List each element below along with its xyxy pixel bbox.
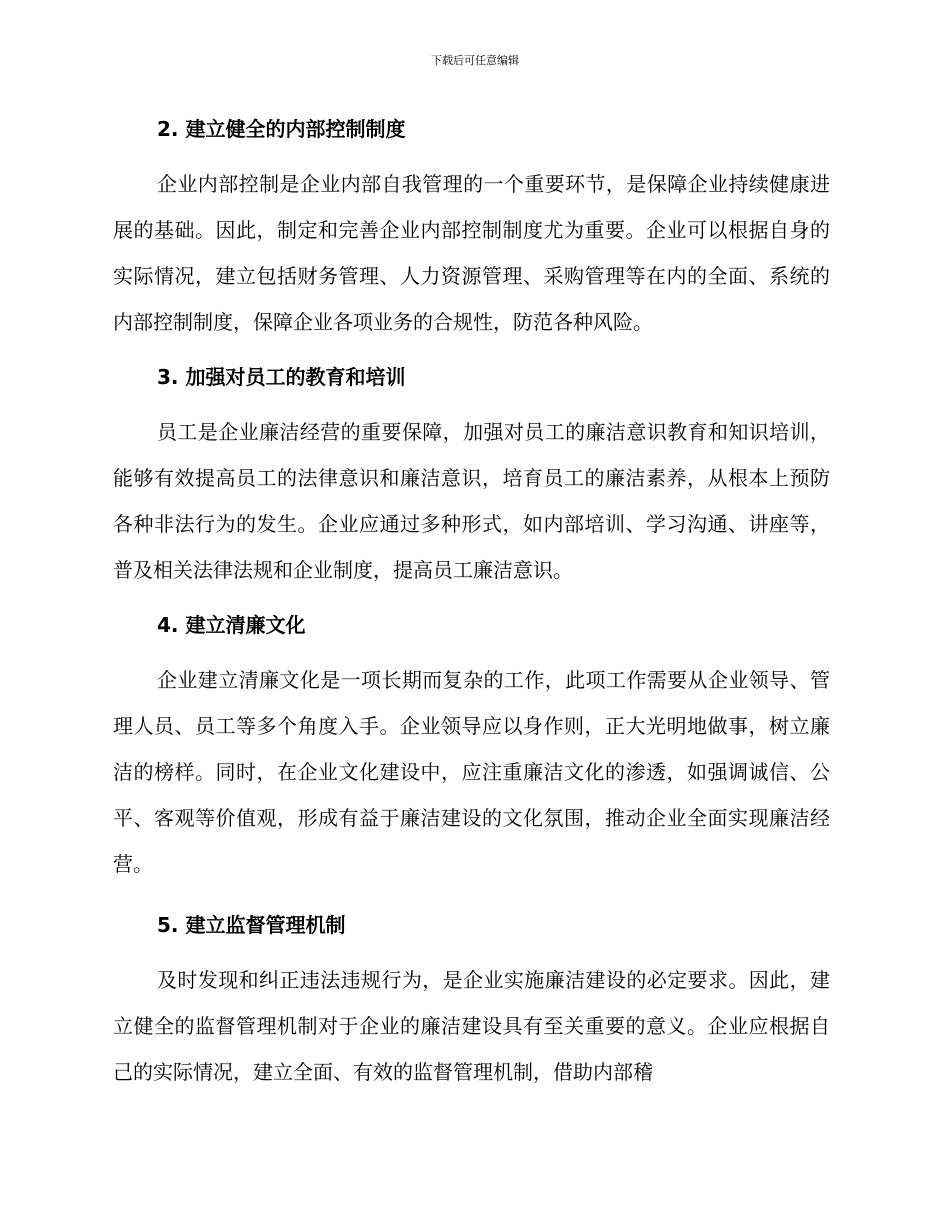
section-paragraph-3: 员工是企业廉洁经营的重要保障，加强对员工的廉洁意识教育和知识培训，能够有效提高员工的法律意识和廉洁意识，培育员工的廉洁素养，从根本上预防各种非法行为的发生。企业应通过多种形式，如内部培训、学习沟通、讲座等，普及相关法律法规和企业制度，提高员工廉洁意识。	[113, 420, 830, 582]
section-heading-2: 2. 建立健全的内部控制制度	[157, 117, 406, 141]
section-heading-5: 5. 建立监督管理机制	[157, 913, 346, 937]
section-heading-3: 3. 加强对员工的教育和培训	[157, 365, 406, 389]
section-paragraph-5: 及时发现和纠正违法违规行为，是企业实施廉洁建设的必定要求。因此，建立健全的监督管理机制对于企业的廉洁建设具有至关重要的意义。企业应根据自己的实际情况，建立全面、有效的监督管理机制，借助内部稽	[113, 968, 830, 1084]
section-heading-4: 4. 建立清廉文化	[157, 613, 306, 637]
section-paragraph-4: 企业建立清廉文化是一项长期而复杂的工作，此项工作需要从企业领导、管理人员、员工等多个角度入手。企业领导应以身作则，正大光明地做事，树立廉洁的榜样。同时，在企业文化建设中，应注重廉洁文化的渗透，如强调诚信、公平、客观等价值观，形成有益于廉洁建设的文化氛围，推动企业全面实现廉洁经营。	[113, 668, 830, 876]
page-header: 下载后可任意编辑	[431, 54, 519, 67]
document-body	[113, 111, 830, 1109]
section-paragraph-2: 企业内部控制是企业内部自我管理的一个重要环节，是保障企业持续健康进展的基础。因此，制定和完善企业内部控制制度尤为重要。企业可以根据自身的实际情况，建立包括财务管理、人力资源管理、采购管理等在内的全面、系统的内部控制制度，保障企业各项业务的合规性，防范各种风险。	[113, 172, 830, 334]
